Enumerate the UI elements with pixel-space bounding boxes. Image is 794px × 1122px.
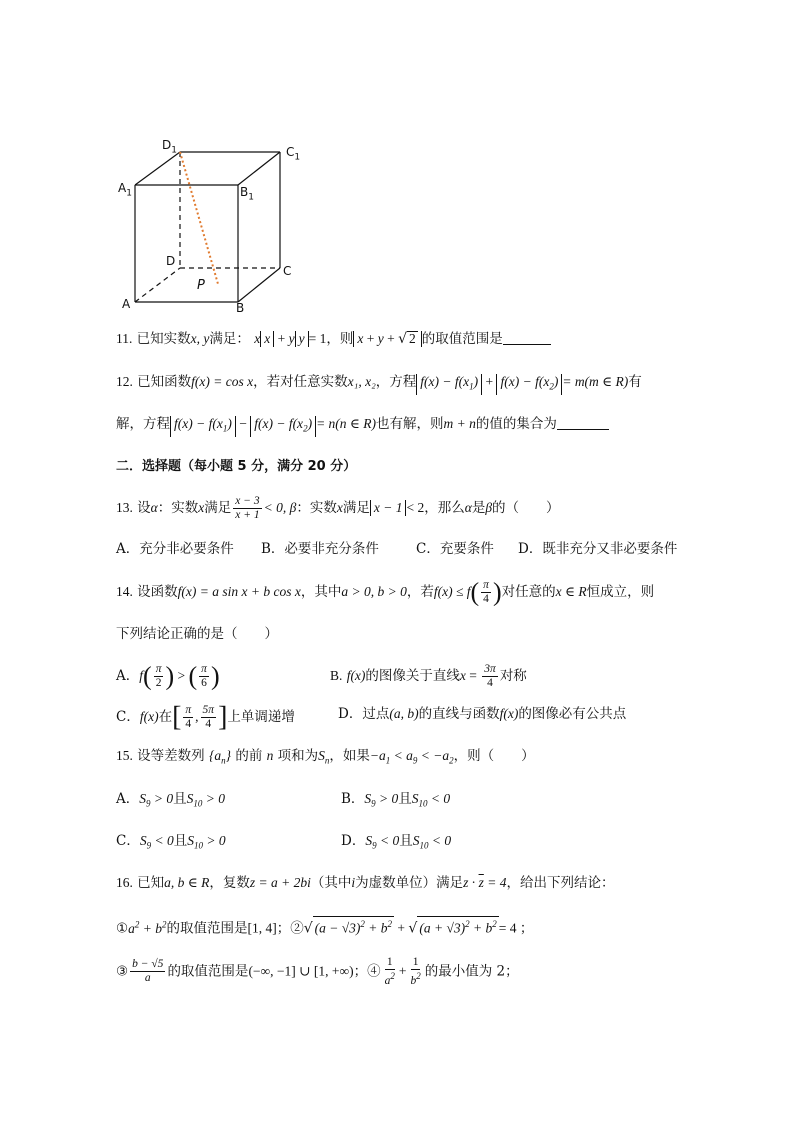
question-16-claims-3-4: ③ $\frac{b - √5}{a}$ 的取值范围是(−∞, −1] ∪ [1, +∞)；④ $\frac{1}{a^2}$ + $\frac{1}{b^2}$ 的最小值为 2； [116, 956, 519, 987]
q13-option-c[interactable]: C．充要条件 [416, 541, 494, 557]
label-b1: $B_1$ [240, 185, 254, 203]
question-12-line1: 12. 已知函数f(x) = cos x，若对任意实数x₁, x₂，方程 $f(x) - f(x_1) + f(x) - f(x_2) = m(m$ ∈ R)有 [116, 372, 642, 395]
label-d: D [166, 254, 176, 268]
section-2-heading: 二．选择题（每小题 5 分，满分 20 分） [116, 459, 357, 474]
cube-figure [110, 135, 310, 315]
label-c1: $C_1$ [286, 145, 301, 163]
question-16: 16. 已知a, b ∈ R，复数z = a + 2bi（其中i为虚数单位）满足$z \cdot \overline{z} = 4$，给出下列结论： [116, 875, 615, 891]
question-16-claims-1-2: $①a^2 + b^2$的取值范围是[1, 4]；②√ $(a - √3)^2 + b^2$ + √ $(a + √3)^2 + b^2 = 4$ ； [116, 914, 533, 939]
question-14-line1: 14. 设函数f(x) = a sin x + b cos x，其中a > 0, b > 0，若f(x) ≤ f( $\frac{\pi}{4}$ )对任意的x ∈ R恒成立，则 [116, 577, 655, 607]
answer-blank-11 [503, 330, 551, 345]
q15-option-c[interactable]: C．$S_9 < 0$且$S_{10} > 0$ [116, 833, 226, 851]
label-d1: $D_1$ [162, 138, 177, 156]
label-p: P [197, 278, 205, 293]
q14-option-a[interactable]: A．f( $\frac{\pi}{2}$ ) > ( $\frac{\pi}{6}$ ) [116, 661, 220, 691]
label-a: A [122, 297, 131, 311]
q14-option-b[interactable]: B. f(x)的图像关于直线x = $\frac{3\pi}{4}$ 对称 [330, 663, 527, 689]
q14-option-d[interactable]: D．过点(a, b)的直线与函数f(x)的图像必有公共点 [338, 706, 627, 722]
q15-option-b[interactable]: B．$S_9 > 0$且$S_{10} < 0$ [341, 791, 451, 809]
label-b: B [236, 301, 245, 315]
q15-option-d[interactable]: D．$S_9 < 0$且$S_{10} < 0$ [341, 833, 452, 851]
answer-blank-12 [557, 415, 609, 430]
q14-option-c[interactable]: C．f(x)在[ $\frac{\pi}{4}$ , $\frac{5\pi}{4}$ ]上单调递增 [116, 701, 295, 733]
q13-option-a[interactable]: A．充分非必要条件 [116, 541, 234, 557]
question-12-line2: 解，方程 $f(x) - f(x_1) - f(x) - f(x_2) = n(n$ ∈ R)也有解，则m + n的值的集合为 [116, 414, 609, 437]
q13-option-b[interactable]: B．必要非充分条件 [261, 541, 379, 557]
label-a1: $A_1$ [118, 181, 132, 199]
question-11: 11. 已知实数x, y满足： x x + y y = 1，则 x + y + √ 2 的取值范围是 [116, 329, 551, 349]
question-14-line2: 下列结论正确的是（ ） [116, 626, 278, 642]
q15-option-a[interactable]: A．$S_9 > 0$且$S_{10} > 0$ [116, 791, 225, 809]
question-15: 15. 设等差数列 $\{a_n\}$ 的前 n 项和为$S_n$，如果$-a_1 < a_9 < -a_2$，则（ ） [116, 748, 535, 766]
label-c: C [283, 264, 292, 278]
q13-option-d[interactable]: D．既非充分又非必要条件 [518, 541, 678, 557]
question-13: 13. 设α：实数x满足 $\frac{x - 3}{x + 1}$ < 0, β：实数x满足 x − 1 < 2，那么α是β的（ ） [116, 495, 560, 521]
